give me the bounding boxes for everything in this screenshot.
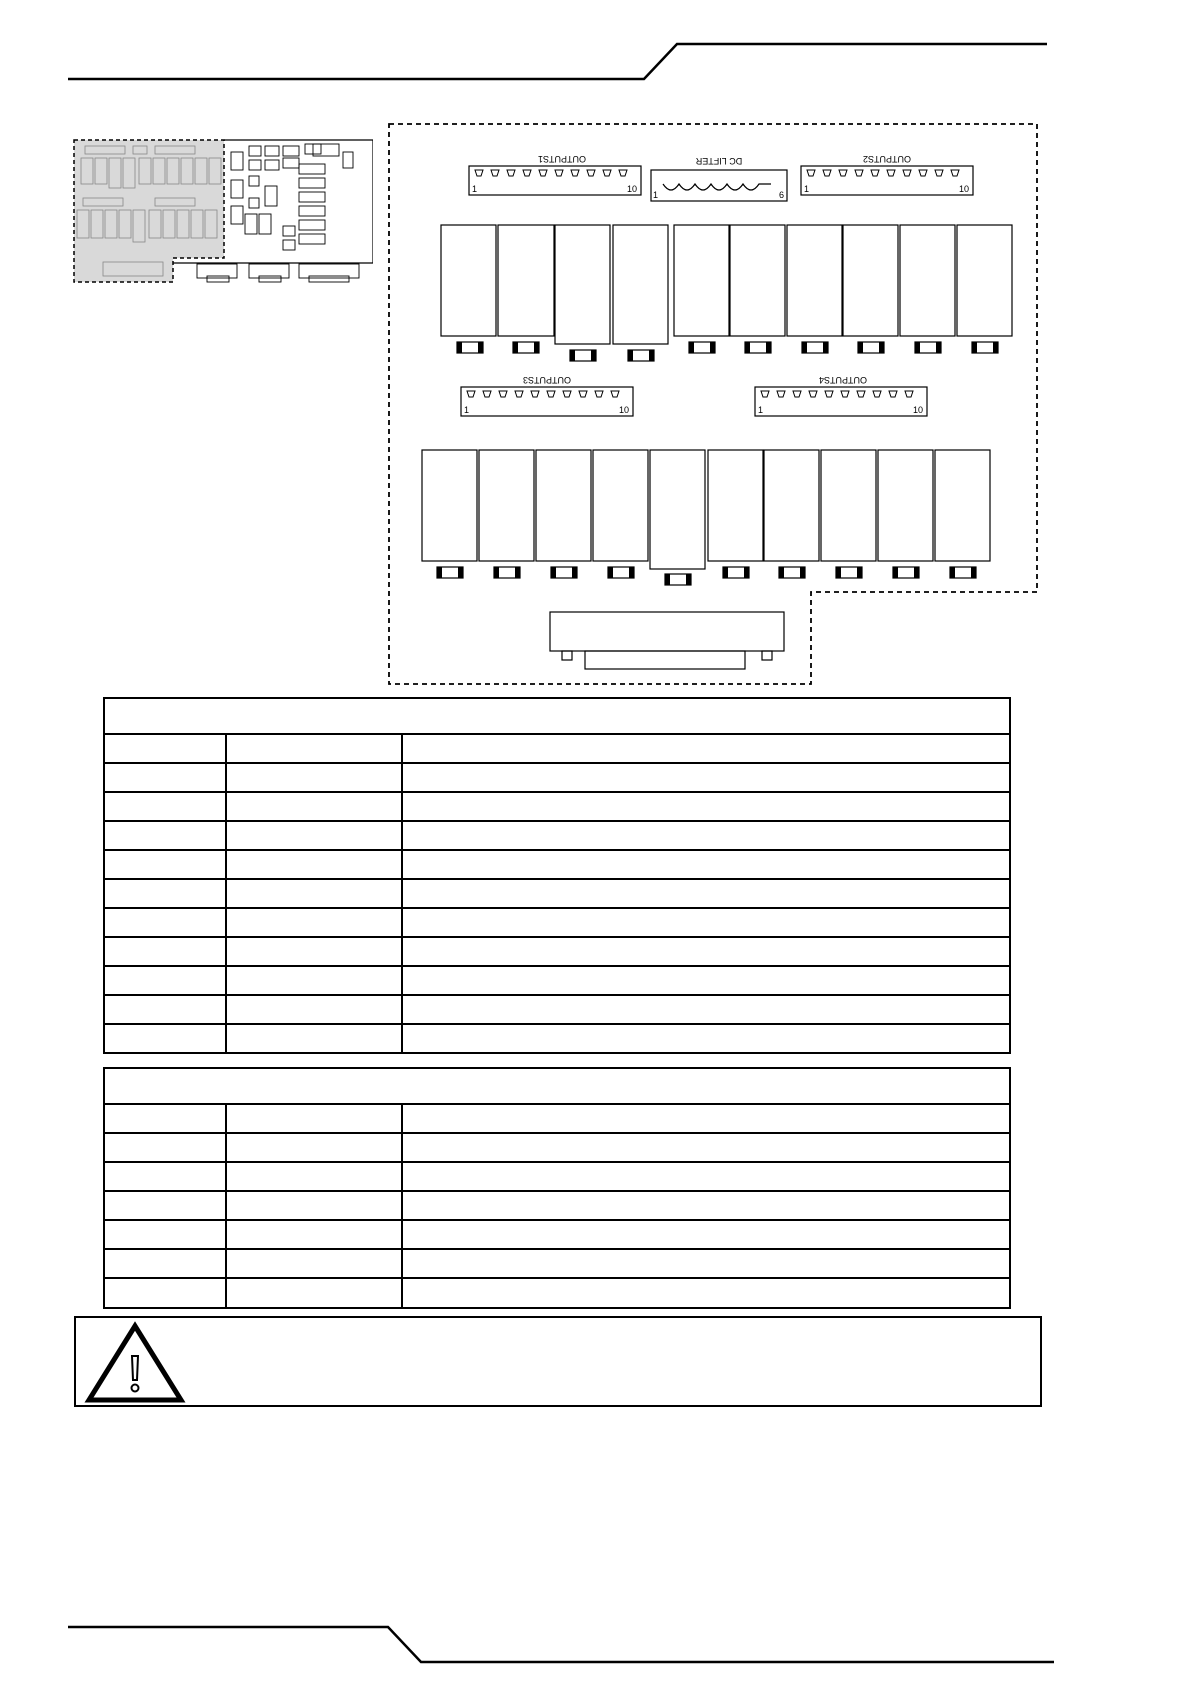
table-row bbox=[105, 1105, 1009, 1134]
board-overview-thumbnail bbox=[73, 138, 373, 284]
relay-table-1 bbox=[103, 697, 1011, 1054]
table-row bbox=[105, 1163, 1009, 1192]
table-row bbox=[105, 1250, 1009, 1279]
relay-board-detail bbox=[387, 122, 1039, 686]
table-row bbox=[105, 822, 1009, 851]
dc-lifter-connector bbox=[651, 156, 787, 201]
outputs2-pin-end: 10 bbox=[959, 184, 970, 194]
outputs4-label: OUTPUTS4 bbox=[818, 375, 868, 385]
outputs2-pin-start: 1 bbox=[804, 184, 810, 194]
table-row bbox=[105, 735, 1009, 764]
table-row bbox=[105, 793, 1009, 822]
outputs4-pin-end: 10 bbox=[913, 405, 924, 415]
table-row bbox=[105, 1279, 1009, 1308]
relay-table-2 bbox=[103, 1067, 1011, 1309]
relay-table-2-header bbox=[105, 1069, 1009, 1105]
table-row bbox=[105, 996, 1009, 1025]
table-row bbox=[105, 1025, 1009, 1054]
led-row-top bbox=[457, 342, 998, 361]
dsub-connector bbox=[550, 612, 784, 669]
led-row-bottom bbox=[437, 567, 976, 585]
outputs1-pin-start: 1 bbox=[472, 184, 478, 194]
outputs4-connector bbox=[755, 375, 927, 416]
table-row bbox=[105, 764, 1009, 793]
outputs3-connector bbox=[461, 375, 633, 416]
outputs1-connector bbox=[469, 154, 641, 195]
outputs2-connector bbox=[801, 154, 973, 195]
table-row bbox=[105, 909, 1009, 938]
outputs3-pin-end: 10 bbox=[619, 405, 630, 415]
outputs3-label: OUTPUTS3 bbox=[522, 375, 572, 385]
warning-box bbox=[74, 1316, 1042, 1407]
table-row bbox=[105, 880, 1009, 909]
table-row bbox=[105, 938, 1009, 967]
outputs2-label: OUTPUTS2 bbox=[862, 154, 912, 164]
outputs4-pin-start: 1 bbox=[758, 405, 764, 415]
outputs3-pin-start: 1 bbox=[464, 405, 470, 415]
table-row bbox=[105, 967, 1009, 996]
dc-lifter-pin-end: 6 bbox=[779, 190, 785, 200]
dc-lifter-label: DC LIFTER bbox=[695, 156, 743, 166]
outputs1-pin-end: 10 bbox=[627, 184, 638, 194]
outputs1-label: OUTPUTS1 bbox=[537, 154, 587, 164]
warning-triangle-icon bbox=[83, 1320, 187, 1406]
relay-table-1-header bbox=[105, 699, 1009, 735]
table-row bbox=[105, 1221, 1009, 1250]
dc-lifter-pin-start: 1 bbox=[653, 190, 659, 200]
relay-row-top bbox=[441, 225, 1012, 344]
table-row bbox=[105, 851, 1009, 880]
relay-row-bottom bbox=[422, 450, 990, 569]
table-row bbox=[105, 1192, 1009, 1221]
table-row bbox=[105, 1134, 1009, 1163]
